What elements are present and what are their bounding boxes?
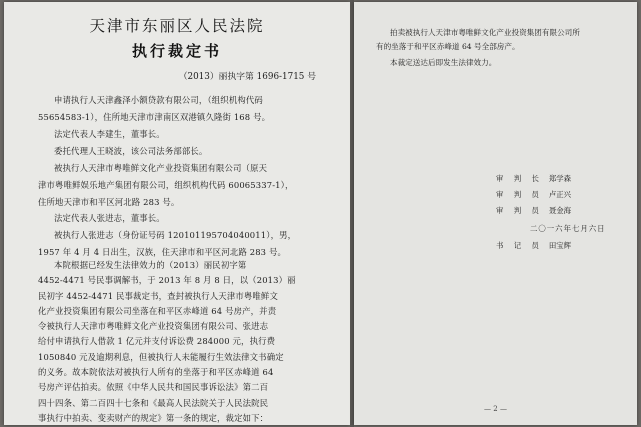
text-line: 有的坐落于和平区赤峰道 64 号全部房产。 (376, 42, 520, 52)
agent-paragraph (38, 143, 330, 160)
respondent-rep-paragraph (38, 210, 330, 227)
ruling-paragraph (376, 26, 616, 55)
text-line: 四十四条、第二百四十七条和《最高人民法院关于人民法院民 (38, 397, 269, 408)
signature-role: 审 判 员 (496, 206, 543, 215)
document-number: （2013）丽执字第 1696-1715 号 (178, 72, 316, 82)
text-line: 令被执行人天津市粤唯鲜文化产业投资集团有限公司、张进志 (38, 321, 269, 332)
respondent-person-paragraph (38, 227, 330, 261)
legal-rep-paragraph (38, 126, 330, 143)
text-line: 拍卖被执行人天津市粤唯鲜文化产业投资集团有限公司所 (390, 28, 580, 37)
text-line: 事执行中拍卖、变卖财产的规定》第一条的规定，裁定如下： (38, 412, 269, 423)
signature-name: 田宝辉 (548, 241, 572, 250)
left-page (4, 2, 350, 425)
right-page (354, 2, 637, 425)
text-line: 津市粤唯鲜娱乐地产集团有限公司，组织机构代码 60065337-1）， (38, 179, 294, 190)
text-line: 民初字 4452-4471 民事裁定书，查封被执行人天津市粤唯鲜文 (38, 290, 278, 301)
text-line: 55654583-1），住所地天津市津南区双港镇久隆街 168 号。 (38, 111, 271, 122)
text-line: 委托代理人王晓波，该公司法务部部长。 (54, 146, 208, 156)
ruling-body-paragraph (38, 258, 330, 425)
text-line: 的义务。故本院依法对被执行人所有的坐落于和平区赤峰道 64 (38, 367, 274, 378)
text-line: 被执行人张进志（身份证号码 120101195704040011），男， (54, 230, 297, 240)
text-line: 4452-4471 号民事调解书，于 2013 年 8 月 8 日，以（2013）丽 (38, 275, 296, 286)
text-line: 号房产评估拍卖。依照《中华人民共和国民事诉讼法》第二百 (38, 382, 269, 393)
clerk-signature (496, 240, 571, 251)
ruling-date: 二〇一六年七月六日 (530, 224, 606, 233)
text-line: 本裁定送达后即发生法律效力。 (390, 58, 497, 67)
signature-role: 审 判 长 (496, 174, 543, 183)
signature-name: 聂金海 (548, 206, 572, 215)
text-line: 1957 年 4 月 4 日出生，汉族，住天津市和平区河北路 283 号。 (38, 246, 287, 257)
judge-signature (496, 189, 571, 200)
applicant-paragraph (38, 92, 330, 126)
text-line: 本院根据已经发生法律效力的（2013）丽民初字第 (54, 260, 247, 270)
text-line: 被执行人天津市粤唯鲜文化产业投资集团有限公司（原天 (54, 163, 268, 173)
text-line: 住所地天津市和平区河北路 283 号。 (38, 196, 180, 207)
text-line: 申请执行人天津鑫泽小额贷款有限公司，（组织机构代码 (54, 95, 263, 105)
judge-signature (496, 205, 571, 216)
respondent-company-paragraph (38, 160, 330, 210)
text-line: 给付申请执行人借款 1 亿元并支付诉讼费 284000 元，执行费 (38, 336, 276, 347)
page-number: — 2 — (484, 405, 507, 413)
text-line: 化产业投资集团有限公司坐落在和平区赤峰道 64 号房产，并责 (38, 305, 277, 316)
signature-name: 卢正兴 (548, 190, 572, 199)
signature-role: 审 判 员 (496, 190, 543, 199)
court-name: 天津市东丽区人民法院 (89, 17, 265, 35)
text-line: 1050840 元及逾期利息，但被执行人未能履行生效法律文书确定 (38, 351, 284, 362)
signature-name: 郑学森 (548, 174, 572, 183)
text-line: 法定代表人张进志，董事长。 (54, 213, 165, 223)
presiding-judge-signature (496, 173, 571, 184)
signature-role: 书 记 员 (496, 241, 543, 250)
effect-paragraph (376, 56, 616, 70)
text-line: 法定代表人李建生，董事长。 (54, 129, 165, 139)
document-title: 执行裁定书 (131, 42, 222, 60)
